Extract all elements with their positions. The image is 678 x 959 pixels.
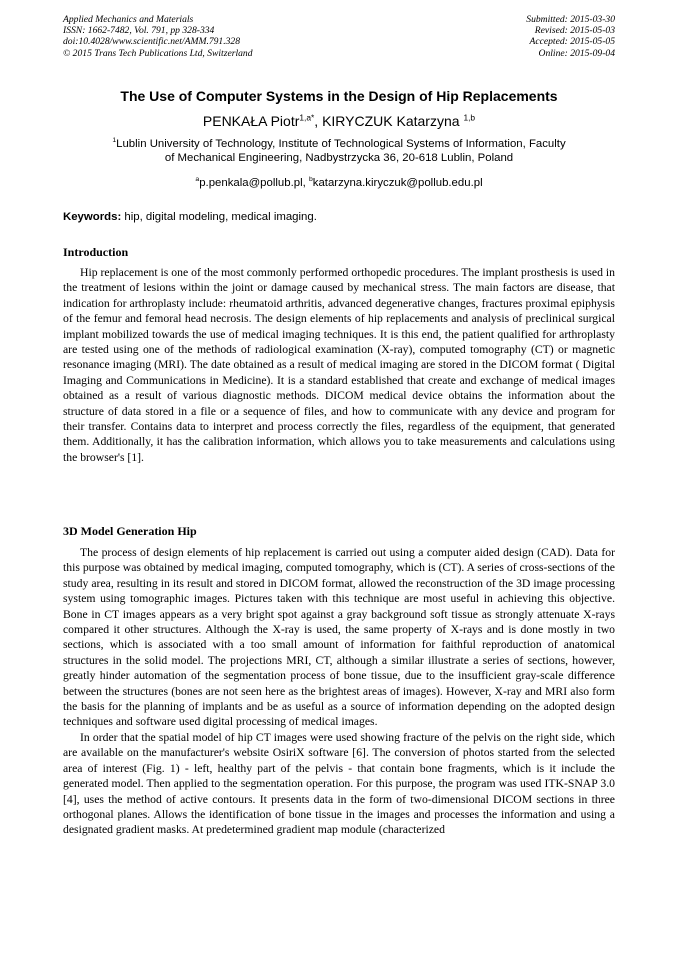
affiliation [40, 137, 638, 165]
keywords [63, 210, 615, 224]
author-name: PENKAŁA Piotr [202, 113, 300, 129]
journal-doi: doi:10.4028/www.scientific.net/AMM.791.328 [63, 36, 241, 48]
author-name: KIRYCZUK Katarzyna [322, 113, 464, 129]
author-affiliation-marker: 1,b [463, 112, 476, 123]
author-emails [40, 176, 638, 190]
section-heading: Introduction [63, 245, 129, 259]
affiliation-line: Lublin University of Technology, Institute of Technological Systems of Information, Faculty [116, 138, 566, 150]
section-body [63, 545, 615, 838]
journal-name: Applied Mechanics and Materials [63, 14, 194, 25]
section-body [63, 265, 615, 465]
author-affiliation-marker: 1,a* [299, 112, 315, 123]
date-online: Online: 2015-09-04 [538, 47, 615, 59]
paragraph: Hip replacement is one of the most commonly performed orthopedic procedures. The implant prosthesis is used in the treatment of lesions within the joint or damage caused by mechanical stress. The main factors are disease, that indication for arthroplasty include: rheumatoid arthritis, advanced degenerative changes, fractures proximal epiphysis of the femur and femoral head necrosis. The design elements of hip replacements and analysis of preclinical surgical implant mobilized towards the use of medical imaging techniques. It is this end, the patient qualified for arthroplasty are tested using one of the methods of radiological examination (X-ray), computed tomography (CT) or magnetic resonance imaging (MRI). The date obtained as a result of medical imaging are stored in the DICOM format ( Digital Imaging and Communications in Medicine). It is a standard established that create and exchange of medical images obtained as a result of various diagnostic methods. DICOM medical device obtains the information about the structure of data stored in a file or a sequence of files, and how to communicate with any device and program for their transfer. Contains data to interpret and process correctly the files, regardless of the equipment, that generated them. Additionally, it has the calibration information, which allows you to take measurements and calculations using the browser's [1]. [63, 266, 615, 464]
paragraph: The process of design elements of hip replacement is carried out using a computer aided design (CAD). Data for this purpose was obtained by medical imaging, computed tomography, which is (CT). A series of cross-sections of the study area, resulting in its result and stored in DICOM format, allowed the reconstruction of the 3D image processing system using tomographic images. Pictures taken with this technique are most useful in achieving this objective. Bone in CT images appears as a very bright spot against a gray background soft tissue as strongly attenuate X-rays compared it other structures. Although the X-ray is used, the same property of X-rays and is done mostly in two sections, which is associated with a too small amount of information for faithful reproduction of anatomical structures in the solid model. The projections MRI, CT, although a similar illustrate a series of sections, however, greatly hinder automation of the segmentation process of bone tissue, due to the insufficient gray-scale difference between the structures (bones are not seen here as the brightest areas of images). However, X-ray and MRI also form the basis for the planning of implants and be as useful as a source of information depending on the adopted design techniques and software used digital processing of medical images. [63, 546, 615, 729]
journal-issn: ISSN: 1662-7482, Vol. 791, pp 328-334 [63, 25, 215, 37]
date-revised: Revised: 2015-05-03 [534, 25, 615, 37]
author-separator: , [314, 113, 323, 129]
journal-header [63, 14, 253, 59]
paragraph: In order that the spatial model of hip CT images were used showing fracture of the pelvis on the right side, which are available on the manufacturer's website OsiriX software [6]. The conversion of photos started from the selected area of interest (Fig. 1) - left, healthy part of the pelvis - that contain bone fragments, which is it include the generated model. Then applied to the segmentation operation. For this purpose, the program was used ITK-SNAP 3.0 [4], uses the method of active contours. It presents data in the form of two-dimensional DICOM sections in three orthogonal planes. Allows the identification of bone tissue in the images and processes the information and using a designated gradient masks. At predetermined gradient map module (characterized [63, 730, 615, 837]
author-line [40, 113, 638, 130]
email-address: p.penkala@pollub.pl, [199, 177, 309, 189]
email-address: katarzyna.kiryczuk@pollub.edu.pl [312, 177, 483, 189]
date-accepted: Accepted: 2015-05-05 [529, 36, 615, 48]
submission-dates [526, 14, 615, 59]
keywords-label: Keywords: [63, 211, 122, 223]
affiliation-line: of Mechanical Engineering, Nadbystrzycka 36, 20-618 Lublin, Poland [164, 152, 514, 164]
email-marker: b [308, 176, 313, 184]
journal-copyright: © 2015 Trans Tech Publications Ltd, Switzerland [63, 47, 253, 59]
affiliation-marker: 1 [112, 137, 117, 145]
email-marker: a [195, 176, 200, 184]
paper-title: The Use of Computer Systems in the Design of Hip Replacements [120, 88, 558, 104]
keywords-text: hip, digital modeling, medical imaging. [121, 211, 317, 223]
section-heading: 3D Model Generation Hip [63, 524, 197, 538]
date-submitted: Submitted: 2015-03-30 [526, 14, 615, 25]
